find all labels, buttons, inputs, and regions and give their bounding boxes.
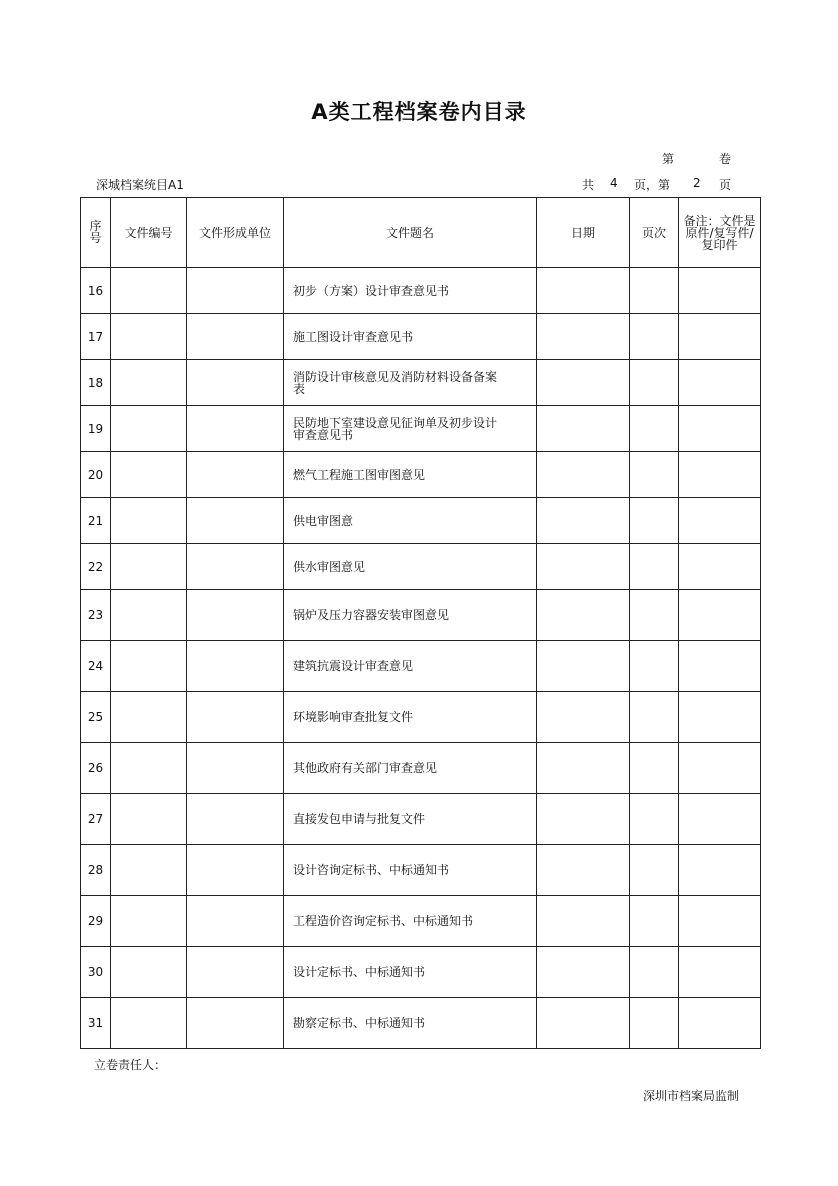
row-title: 其他政府有关部门审查意见 (284, 743, 537, 794)
row-remark (679, 590, 761, 641)
row-number: 31 (81, 998, 111, 1049)
row-unit (187, 498, 284, 544)
current-page: 2 (693, 176, 701, 190)
form-code: 深城档案统目A1 (96, 178, 184, 192)
row-remark (679, 692, 761, 743)
row-number: 20 (81, 452, 111, 498)
catalog-table (80, 197, 761, 1049)
total-prefix: 共 (582, 178, 595, 192)
row-unit (187, 544, 284, 590)
row-file-number (111, 845, 187, 896)
row-date (537, 845, 630, 896)
row-number: 18 (81, 360, 111, 406)
row-date (537, 590, 630, 641)
row-pages (630, 896, 679, 947)
row-number: 21 (81, 498, 111, 544)
row-pages (630, 692, 679, 743)
row-file-number (111, 947, 187, 998)
row-file-number (111, 590, 187, 641)
row-remark (679, 896, 761, 947)
row-file-number (111, 743, 187, 794)
table-row (81, 743, 761, 794)
row-title: 设计定标书、中标通知书 (284, 947, 537, 998)
header-remark: 备注：文件是原件/复写件/复印件 (679, 198, 761, 268)
header-date: 日期 (537, 198, 630, 268)
row-title: 民防地下室建设意见征询单及初步设计审查意见书 (284, 406, 537, 452)
table-row (81, 498, 761, 544)
table-row (81, 692, 761, 743)
row-remark (679, 998, 761, 1049)
row-unit (187, 268, 284, 314)
row-pages (630, 268, 679, 314)
row-file-number (111, 498, 187, 544)
row-date (537, 314, 630, 360)
row-file-number (111, 896, 187, 947)
row-title: 燃气工程施工图审图意见 (284, 452, 537, 498)
table-row (81, 406, 761, 452)
row-file-number (111, 406, 187, 452)
volume-prefix: 第 (662, 152, 675, 166)
row-date (537, 743, 630, 794)
row-pages (630, 314, 679, 360)
header-title: 文件题名 (284, 198, 537, 268)
row-number: 30 (81, 947, 111, 998)
row-title: 供电审图意 (284, 498, 537, 544)
row-file-number (111, 544, 187, 590)
table-row (81, 590, 761, 641)
row-unit (187, 360, 284, 406)
row-file-number (111, 314, 187, 360)
row-date (537, 998, 630, 1049)
row-remark (679, 743, 761, 794)
row-remark (679, 947, 761, 998)
table-row (81, 794, 761, 845)
row-pages (630, 641, 679, 692)
row-pages (630, 406, 679, 452)
row-number: 26 (81, 743, 111, 794)
page-title: A类工程档案卷内目录 (311, 100, 527, 124)
row-title: 初步（方案）设计审查意见书 (284, 268, 537, 314)
row-remark (679, 794, 761, 845)
table-row (81, 314, 761, 360)
row-remark (679, 314, 761, 360)
table-header (81, 198, 761, 268)
total-pages: 4 (610, 176, 618, 190)
row-remark (679, 360, 761, 406)
row-date (537, 947, 630, 998)
row-number: 29 (81, 896, 111, 947)
row-unit (187, 845, 284, 896)
table-row (81, 544, 761, 590)
row-file-number (111, 998, 187, 1049)
row-pages (630, 360, 679, 406)
row-number: 22 (81, 544, 111, 590)
row-unit (187, 947, 284, 998)
header-no: 序号 (81, 198, 111, 268)
row-remark (679, 641, 761, 692)
row-file-number (111, 268, 187, 314)
row-number: 24 (81, 641, 111, 692)
row-file-number (111, 692, 187, 743)
row-pages (630, 498, 679, 544)
row-unit (187, 314, 284, 360)
row-title: 建筑抗震设计审查意见 (284, 641, 537, 692)
row-file-number (111, 794, 187, 845)
row-remark (679, 498, 761, 544)
table-row (81, 845, 761, 896)
row-date (537, 498, 630, 544)
row-number: 25 (81, 692, 111, 743)
table-row (81, 998, 761, 1049)
row-pages (630, 845, 679, 896)
row-file-number (111, 452, 187, 498)
row-title: 工程造价咨询定标书、中标通知书 (284, 896, 537, 947)
row-number: 23 (81, 590, 111, 641)
row-title: 设计咨询定标书、中标通知书 (284, 845, 537, 896)
row-pages (630, 743, 679, 794)
row-pages (630, 590, 679, 641)
row-remark (679, 268, 761, 314)
row-title: 直接发包申请与批复文件 (284, 794, 537, 845)
header-unit: 文件形成单位 (187, 198, 284, 268)
current-suffix: 页 (719, 178, 732, 192)
row-pages (630, 794, 679, 845)
row-file-number (111, 360, 187, 406)
row-file-number (111, 641, 187, 692)
row-pages (630, 998, 679, 1049)
row-date (537, 406, 630, 452)
responsible-label: 立卷责任人： (94, 1058, 167, 1072)
row-remark (679, 406, 761, 452)
row-pages (630, 947, 679, 998)
row-unit (187, 406, 284, 452)
row-number: 17 (81, 314, 111, 360)
total-suffix: 页，第 (634, 178, 671, 192)
header-pages: 页次 (630, 198, 679, 268)
row-title: 勘察定标书、中标通知书 (284, 998, 537, 1049)
table-row (81, 896, 761, 947)
row-pages (630, 544, 679, 590)
row-unit (187, 641, 284, 692)
table-row (81, 452, 761, 498)
row-title: 环境影响审查批复文件 (284, 692, 537, 743)
row-unit (187, 794, 284, 845)
table-row (81, 641, 761, 692)
row-remark (679, 452, 761, 498)
row-title: 施工图设计审查意见书 (284, 314, 537, 360)
table-row (81, 268, 761, 314)
row-number: 27 (81, 794, 111, 845)
supervisor-label: 深圳市档案局监制 (643, 1089, 740, 1103)
row-date (537, 641, 630, 692)
row-number: 28 (81, 845, 111, 896)
row-date (537, 896, 630, 947)
volume-suffix: 卷 (719, 152, 732, 166)
row-unit (187, 692, 284, 743)
row-date (537, 268, 630, 314)
row-date (537, 452, 630, 498)
row-number: 19 (81, 406, 111, 452)
row-unit (187, 743, 284, 794)
row-date (537, 360, 630, 406)
row-date (537, 692, 630, 743)
row-date (537, 794, 630, 845)
row-date (537, 544, 630, 590)
table-row (81, 947, 761, 998)
row-pages (630, 452, 679, 498)
row-unit (187, 896, 284, 947)
row-number: 16 (81, 268, 111, 314)
row-title: 锅炉及压力容器安装审图意见 (284, 590, 537, 641)
row-remark (679, 544, 761, 590)
row-remark (679, 845, 761, 896)
row-unit (187, 452, 284, 498)
row-title: 消防设计审核意见及消防材料设备备案表 (284, 360, 537, 406)
row-unit (187, 590, 284, 641)
row-title: 供水审图意见 (284, 544, 537, 590)
table-row (81, 360, 761, 406)
row-unit (187, 998, 284, 1049)
header-file-number: 文件编号 (111, 198, 187, 268)
